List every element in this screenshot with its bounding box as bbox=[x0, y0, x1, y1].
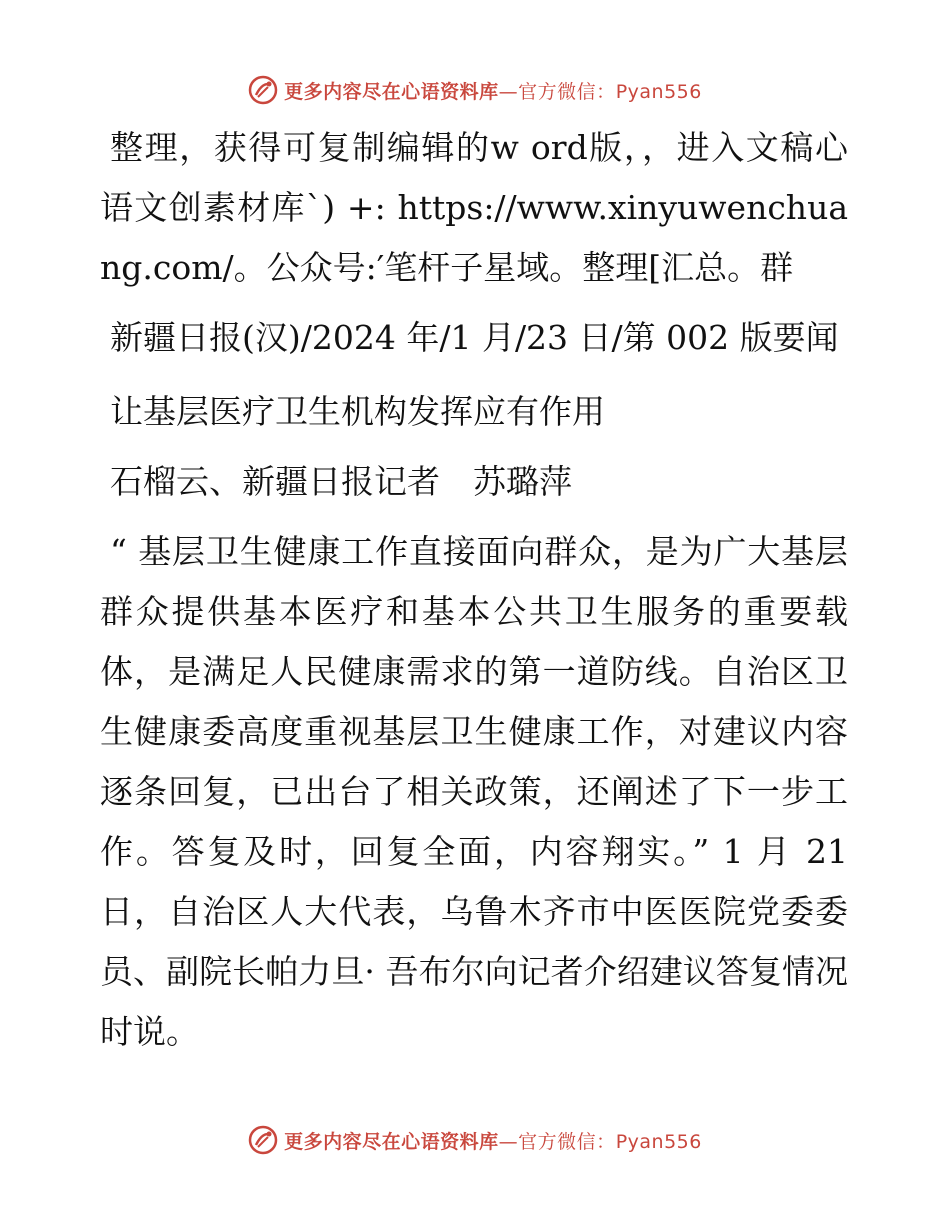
watermark-wechat-label: 官方微信： bbox=[518, 1130, 616, 1153]
watermark-text bbox=[284, 77, 702, 104]
intro-paragraph: 整理，获得可复制编辑的w ord版，，进入文稿心语文创素材库`) +: https://www.xinyuwenchuang.com/。公众号:′笔杆子星域。整理[汇总。群 bbox=[100, 128, 848, 287]
brand-logo-icon bbox=[248, 1125, 278, 1155]
watermark-wechat-id: Pyan556 bbox=[615, 1130, 702, 1153]
footer-watermark-banner bbox=[0, 1120, 950, 1160]
watermark-separator: — bbox=[498, 80, 519, 103]
source-line: 新疆日报(汉)/2024 年/1 月/23 日/第 002 版要闻 bbox=[110, 318, 839, 357]
watermark-wechat-label: 官方微信： bbox=[518, 80, 616, 103]
body-paragraph: “ 基层卫生健康工作直接面向群众，是为广大基层群众提供基本医疗和基本公共卫生服务的重要载体，是满足人民健康需求的第一道防线。自治区卫生健康委高度重视基层卫生健康工作，对建议内容逐条回复，已出台了相关政策，还阐述了下一步工作。答复及时，回复全面，内容翔实。” 1 月 21 日，自治区人大代表，乌鲁木齐市中医医院党委委员、副院长帕力旦· 吾布尔向记者介绍建议答复情况时说。 bbox=[100, 532, 848, 1051]
watermark-separator: — bbox=[498, 1130, 519, 1153]
watermark-text bbox=[284, 1127, 702, 1154]
watermark-main: 更多内容尽在心语资料库 bbox=[284, 1130, 499, 1153]
header-watermark-banner bbox=[0, 70, 950, 110]
headline: 让基层医疗卫生机构发挥应有作用 bbox=[110, 392, 605, 431]
watermark-wechat-id: Pyan556 bbox=[615, 80, 702, 103]
brand-logo-icon bbox=[248, 75, 278, 105]
watermark-main: 更多内容尽在心语资料库 bbox=[284, 80, 499, 103]
byline: 石榴云、新疆日报记者 苏璐萍 bbox=[110, 462, 572, 501]
document-body bbox=[100, 118, 848, 1062]
